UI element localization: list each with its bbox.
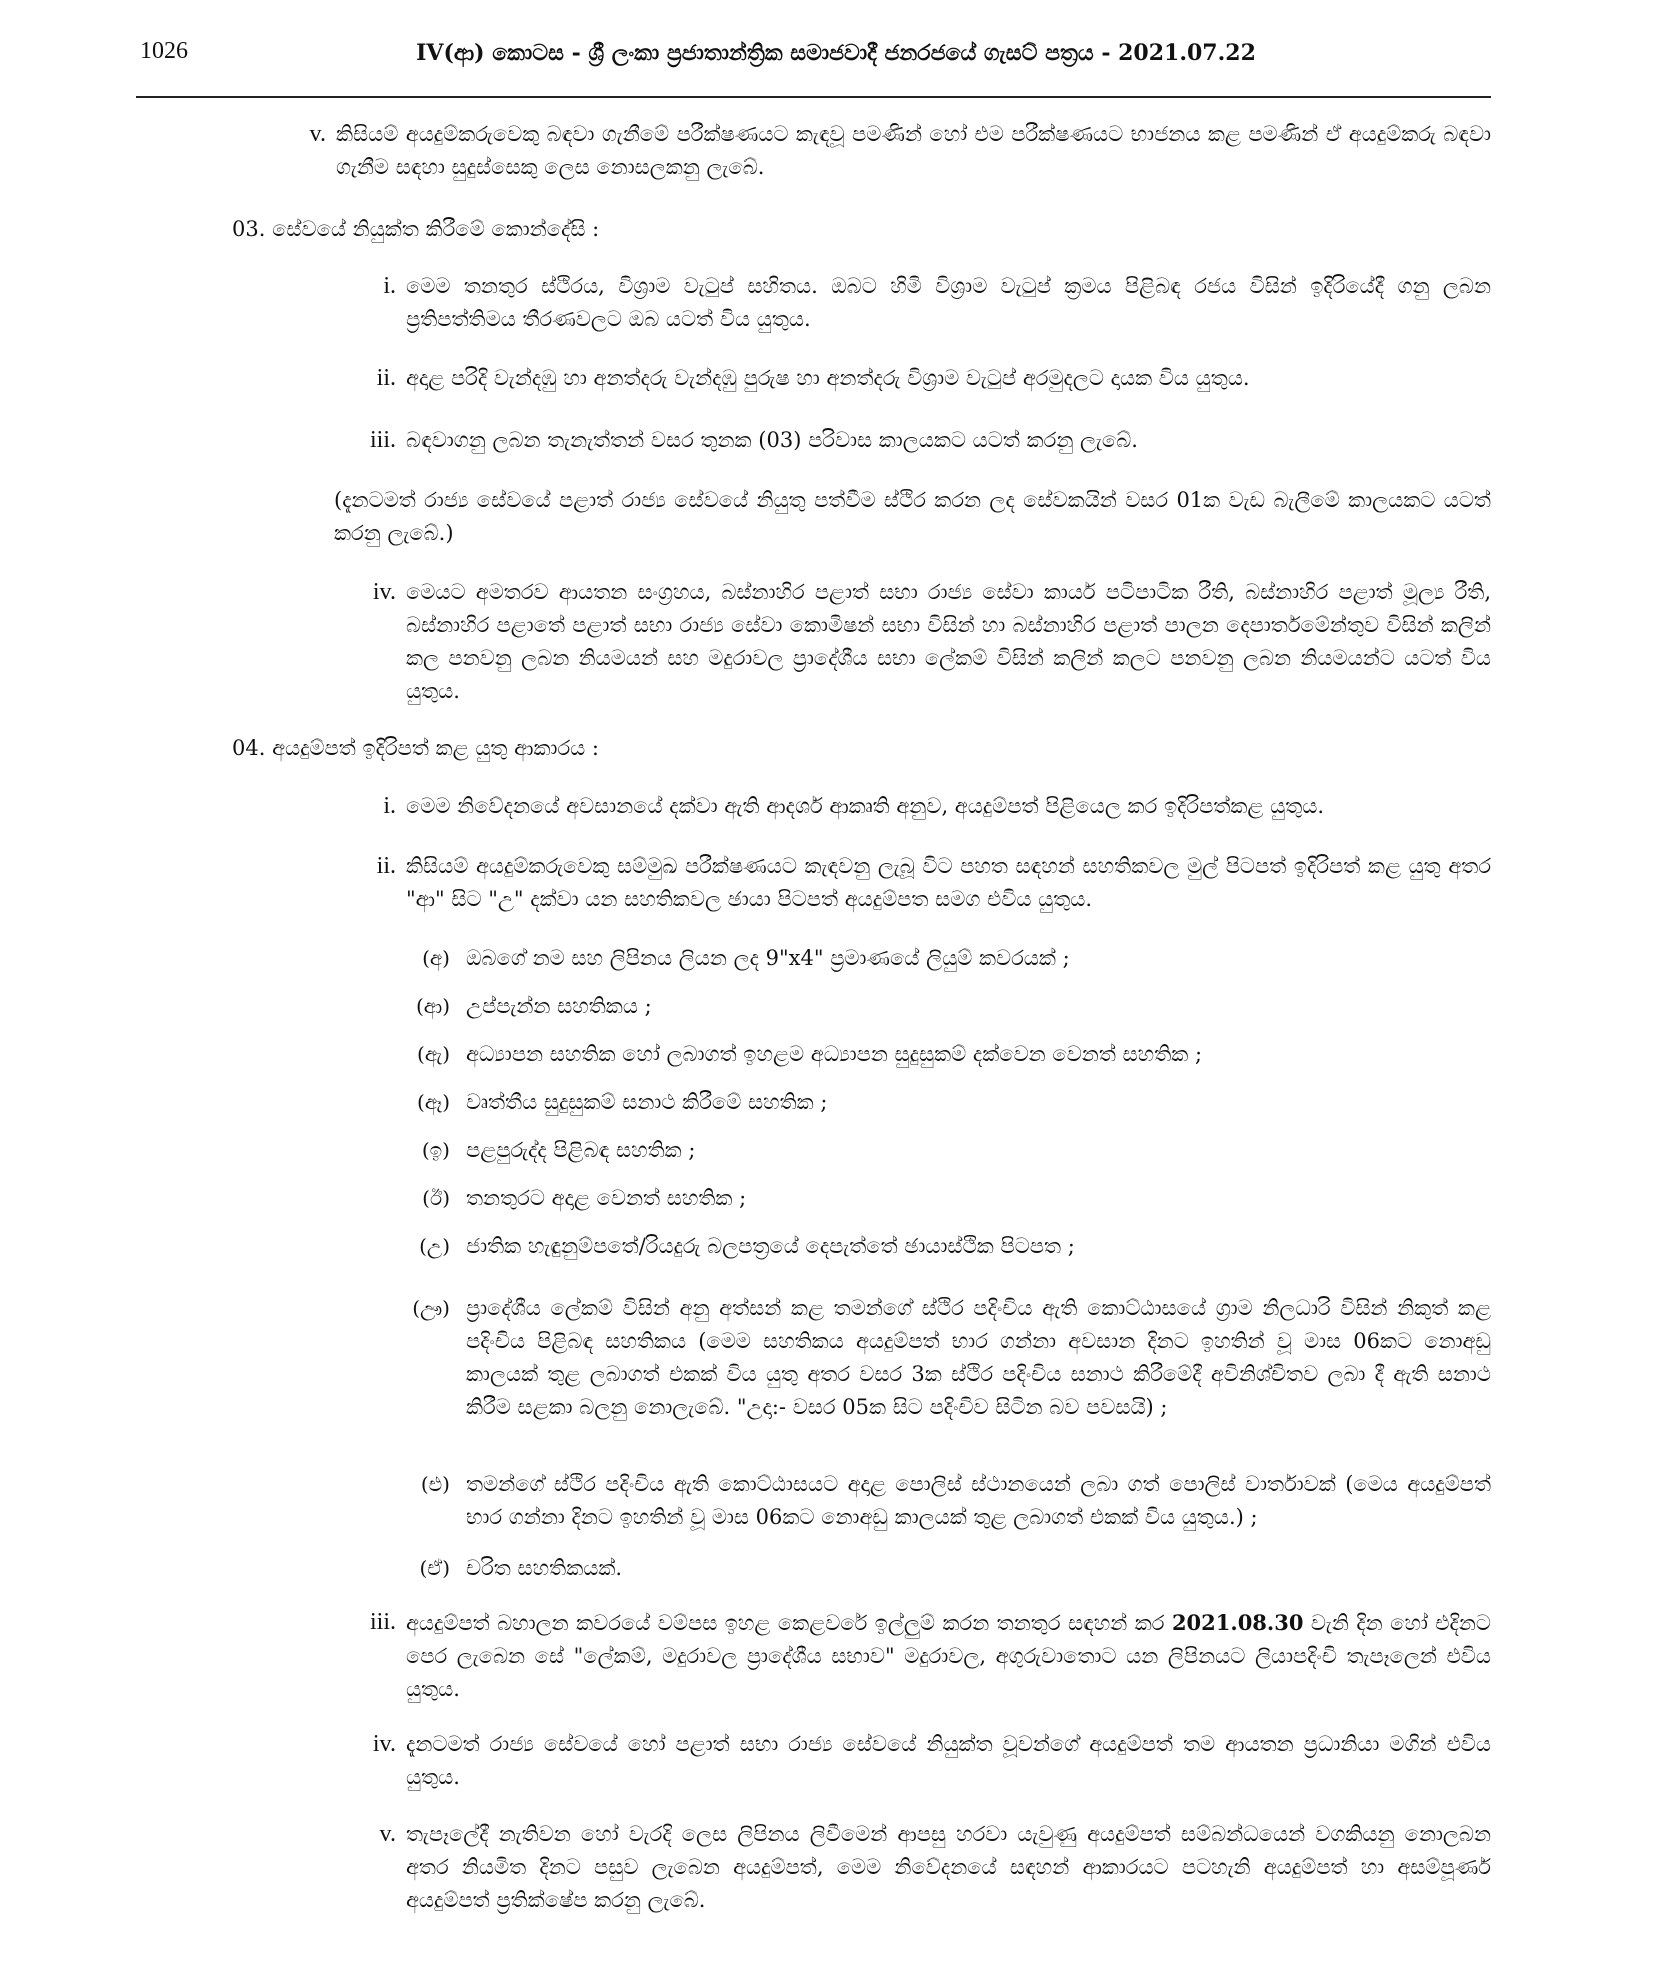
sub-item-label: (ඌ) [412, 1296, 450, 1320]
item-text: දැනටමත් රාජ්‍ය සේවයේ හෝ පළාත් සභා රාජ්‍ය සේවයේ නියුක්ත වූවන්ගේ අයදුම්පත් තම ආයතන ප්‍රධානියා මගින් එවිය යුතුය. [406, 1732, 1491, 1789]
sub-item-text: තනතුරට අදාළ වෙනත් සහතික ; [466, 1186, 747, 1210]
sub-item-label: (උ) [419, 1234, 450, 1258]
sub-item [136, 1182, 1491, 1215]
sub-item-text: තමන්ගේ ස්ථිර පදිංචිය ඇති කොට්ඨාසයට අදාළ පොලිස් ස්ථානයෙන් ලබා ගත් පොලිස් වාර්තාවක් (මෙය අයදුම්පත් භාර ගන්නා දිනට ඉහතින් වූ මාස 06කට නොඅඩු කාලයක් තුළ ලබාගත් එකක් විය යුතුය.) ; [466, 1472, 1491, 1529]
sub-item [136, 1552, 1491, 1585]
page-number: 1026 [140, 38, 188, 64]
note-text: (දැනටමත් රාජ්‍ය සේවයේ පළාත් රාජ්‍ය සේවයේ නියුතු පත්වීම ස්ථිර කරන ලද සේවකයින් වසර 01ක වැඩ බැලීමේ කාලයකට යටත් කරනු ලැබේ.) [334, 488, 1491, 545]
sub-item [136, 990, 1491, 1023]
section-heading: 03. සේවයේ නියුක්ත කිරීමේ කොන්දේසි : [232, 217, 600, 241]
list-item [136, 1606, 1491, 1705]
item-text: තැපෑලේදී නැතිවන හෝ වැරදි ලෙස ලිපිනය ලිවීමෙන් ආපසු හරවා යැවුණු අයදුම්පත් සම්බන්ධයෙන් වගකියනු නොලබන අතර නියමිත දිනට පසුව ලැබෙන අයදුම්පත්, මෙම නිවේදනයේ සඳහන් ආකාරයට පටහැනි අයදුම්පත් හා අසම්පූර්ණ අයදුම්පත් ප්‍රතික්ෂේප කරනු ලැබේ. [406, 1822, 1491, 1912]
item-number: iv. [372, 579, 396, 605]
sub-item-text: උප්පැන්න සහතිකය ; [466, 994, 652, 1018]
sub-item [136, 942, 1491, 975]
sub-item-text: අධ්‍යාපන සහතික හෝ ලබාගත් ඉහළම අධ්‍යාපන සුදුසුකම් දක්වෙන වෙනත් සහතික ; [466, 1042, 1203, 1066]
sub-item-label: (ආ) [415, 994, 450, 1018]
item-text: මෙම නිවේදනයේ අවසානයේ දක්වා ඇති ආදර්ශ ආකෘති අනුව, අයදුම්පත් පිළියෙල කර ඉදිරිපත්කළ යුතුය. [406, 794, 1325, 818]
list-item [136, 790, 1491, 823]
sub-item-label: (ඉ) [421, 1138, 450, 1162]
sub-item-label: (අ) [422, 946, 450, 970]
sub-item-text: ඔබගේ නම සහ ලිපිනය ලියන ලද 9"x4" ප්‍රමාණයේ ලියුම් කවරයක් ; [466, 946, 1070, 970]
item-text: කිසියම් අයදුම්කරුවෙකු බඳවා ගැනීමේ පරීක්ෂණයට කැඳවූ පමණින් හෝ එම පරීක්ෂණයට භාජනය කළ පමණින් ඒ අයදුම්කරු බඳවා ගැනීම සඳහා සුදුස්සෙකු ලෙස නොසලකනු ලැබේ. [336, 122, 1491, 179]
sub-item [136, 1038, 1491, 1071]
list-item [136, 270, 1491, 336]
sub-item-text: ජාතික හැඳුනුම්පතේ/රියදුරු බලපත්‍රයේ දෙපැත්තේ ඡායාස්ථික පිටපත ; [466, 1234, 1075, 1258]
item-number: v. [379, 1821, 396, 1847]
list-item [136, 424, 1491, 457]
list-item [136, 1728, 1491, 1794]
item-number: ii. [376, 365, 396, 391]
section-heading: 04. අයදුම්පත් ඉදිරිපත් කළ යුතු ආකාරය : [232, 736, 600, 760]
list-item [136, 850, 1491, 916]
sub-item-label: (ඇ) [417, 1042, 450, 1066]
gazette-title: IV(ආ) කොටස - ශ්‍රී ලංකා ප්‍රජාතාන්ත්‍රික සමාජවාදී ජනරජයේ ගැසට් පත්‍රය - 2021.07.22 [416, 40, 1256, 66]
item-text-after: වැනි දින හෝ එදිනට පෙර ලැබෙන සේ "ලේකම්, මදුරාවල ප්‍රාදේශීය සභාව" මදුරාවල, අගුරුවාතොට යන ලිපිනයට ලියාපදිංචි තැපෑලෙන් එවිය යුතුය. [406, 1611, 1492, 1701]
item-number: ii. [376, 853, 396, 879]
sub-item [136, 1292, 1491, 1457]
item-number: iii. [369, 427, 396, 453]
item-text: අදාළ පරිදි වැන්දඹු හා අනත්දරු වැන්දඹු පුරුෂ හා අනත්දරු විශ්‍රාම වැටුප් අරමුදලට දායක විය යුතුය. [406, 366, 1250, 390]
item-number: i. [383, 793, 396, 819]
note-paragraph [136, 484, 1491, 550]
list-item [136, 362, 1491, 395]
list-item [136, 1818, 1491, 1917]
item-text: කිසියම් අයදුම්කරුවෙකු සම්මුඛ පරීක්ෂණයට කැඳවනු ලැබූ විට පහත සඳහන් සහතිකවල මුල් පිටපත් ඉදිරිපත් කළ යුතු අතර "ආ" සිට "උ" දක්වා යන සහතිකවල ඡායා පිටපත් අයදුම්පත සමග එවිය යුතුය. [406, 854, 1491, 911]
page-header [136, 38, 1491, 100]
item-text: බඳවාගනු ලබන තැනැත්තන් වසර තුනක (03) පරිවාස කාලයකට යටත් කරනු ලැබේ. [406, 428, 1138, 452]
header-rule [136, 96, 1491, 98]
sub-item [136, 1134, 1491, 1167]
sub-item-text: වෘත්තීය සුදුසුකම් සනාථ කිරීමේ සහතික ; [466, 1090, 828, 1114]
sub-item [136, 1230, 1491, 1263]
sub-item-label: (ඊ) [422, 1186, 450, 1210]
list-item [136, 118, 1491, 184]
item-text: මෙම තනතුර ස්ථිරය, විශ්‍රාම වැටුප් සහිතය. ඔබට හිමි විශ්‍රාම වැටුප් ක්‍රමය පිළිබඳ රජය විසින් ඉදිරියේදී ගනු ලබන ප්‍රතිපත්තිමය තීරණවලට ඔබ යටත් විය යුතුය. [406, 274, 1491, 331]
item-number: iii. [369, 1609, 396, 1635]
item-text [406, 1606, 1491, 1706]
deadline-date: 2021.08.30 [1171, 1610, 1304, 1635]
sub-item [136, 1086, 1491, 1119]
item-text-before: අයදුම්පත් බහාලන කවරයේ වම්පස ඉහළ කෙළවරේ ඉල්ලුම් කරන තනතුර සඳහන් කර [406, 1611, 1172, 1635]
item-number: v. [309, 121, 326, 147]
sub-item-label: (ඈ) [417, 1090, 450, 1114]
sub-item-text: චරිත සහතිකයක්. [466, 1556, 623, 1580]
sub-item-label: (ඒ) [419, 1556, 450, 1580]
list-item [136, 576, 1491, 708]
item-number: iv. [372, 1731, 396, 1757]
item-number: i. [383, 273, 396, 299]
sub-item-text: පළපුරුද්ද පිළිබඳ සහතික ; [466, 1138, 696, 1162]
sub-item-label: (එ) [420, 1472, 450, 1496]
item-text: මෙයට අමතරව ආයතන සංග්‍රහය, බස්නාහිර පළාත් සභා රාජ්‍ය සේවා කාර්ය පටිපාටික රීති, බස්නාහිර පළාත් මූල්‍ය රීති, බස්නාහිර පළාතේ පළාත් සභා රාජ්‍ය සේවා කොමිෂන් සභා විසින් හා බස්නාහිර පළාත් පාලන දෙපාර්තමේන්තුව විසින් කලින් කල පනවනු ලබන නියමයන් සහ මදුරාවල ප්‍රාදේශීය සභා ලේකම් විසින් කලින් කලට පනවනු ලබන නියමයන්ට යටත් විය යුතුය. [406, 580, 1491, 703]
sub-item-text: ප්‍රාදේශීය ලේකම් විසින් අනු අත්සන් කළ තමන්ගේ ස්ථිර පදිංචිය ඇති කොට්ඨාසයේ ග්‍රාම නිලධාරි විසින් නිකුත් කළ පදිංචිය පිළිබඳ සහතිකය (මෙම සහතිකය අයදුම්පත් භාර ගන්නා අවසාන දිනට ඉහතින් වූ මාස 06කට නොඅඩු කාලයක් තුළ ලබාගත් එකක් විය යුතු අතර වසර 3ක ස්ථිර පදිංචිය සනාථ කිරීමේදී අවිනිශ්චිතව ලබා දී ඇති සනාථ කිරීම සළකා බලනු නොලැබේ. "උදා:- වසර 05ක සිට පදිංචිව සිටින බව පවසයි) ; [466, 1296, 1491, 1419]
sub-item [136, 1468, 1491, 1534]
